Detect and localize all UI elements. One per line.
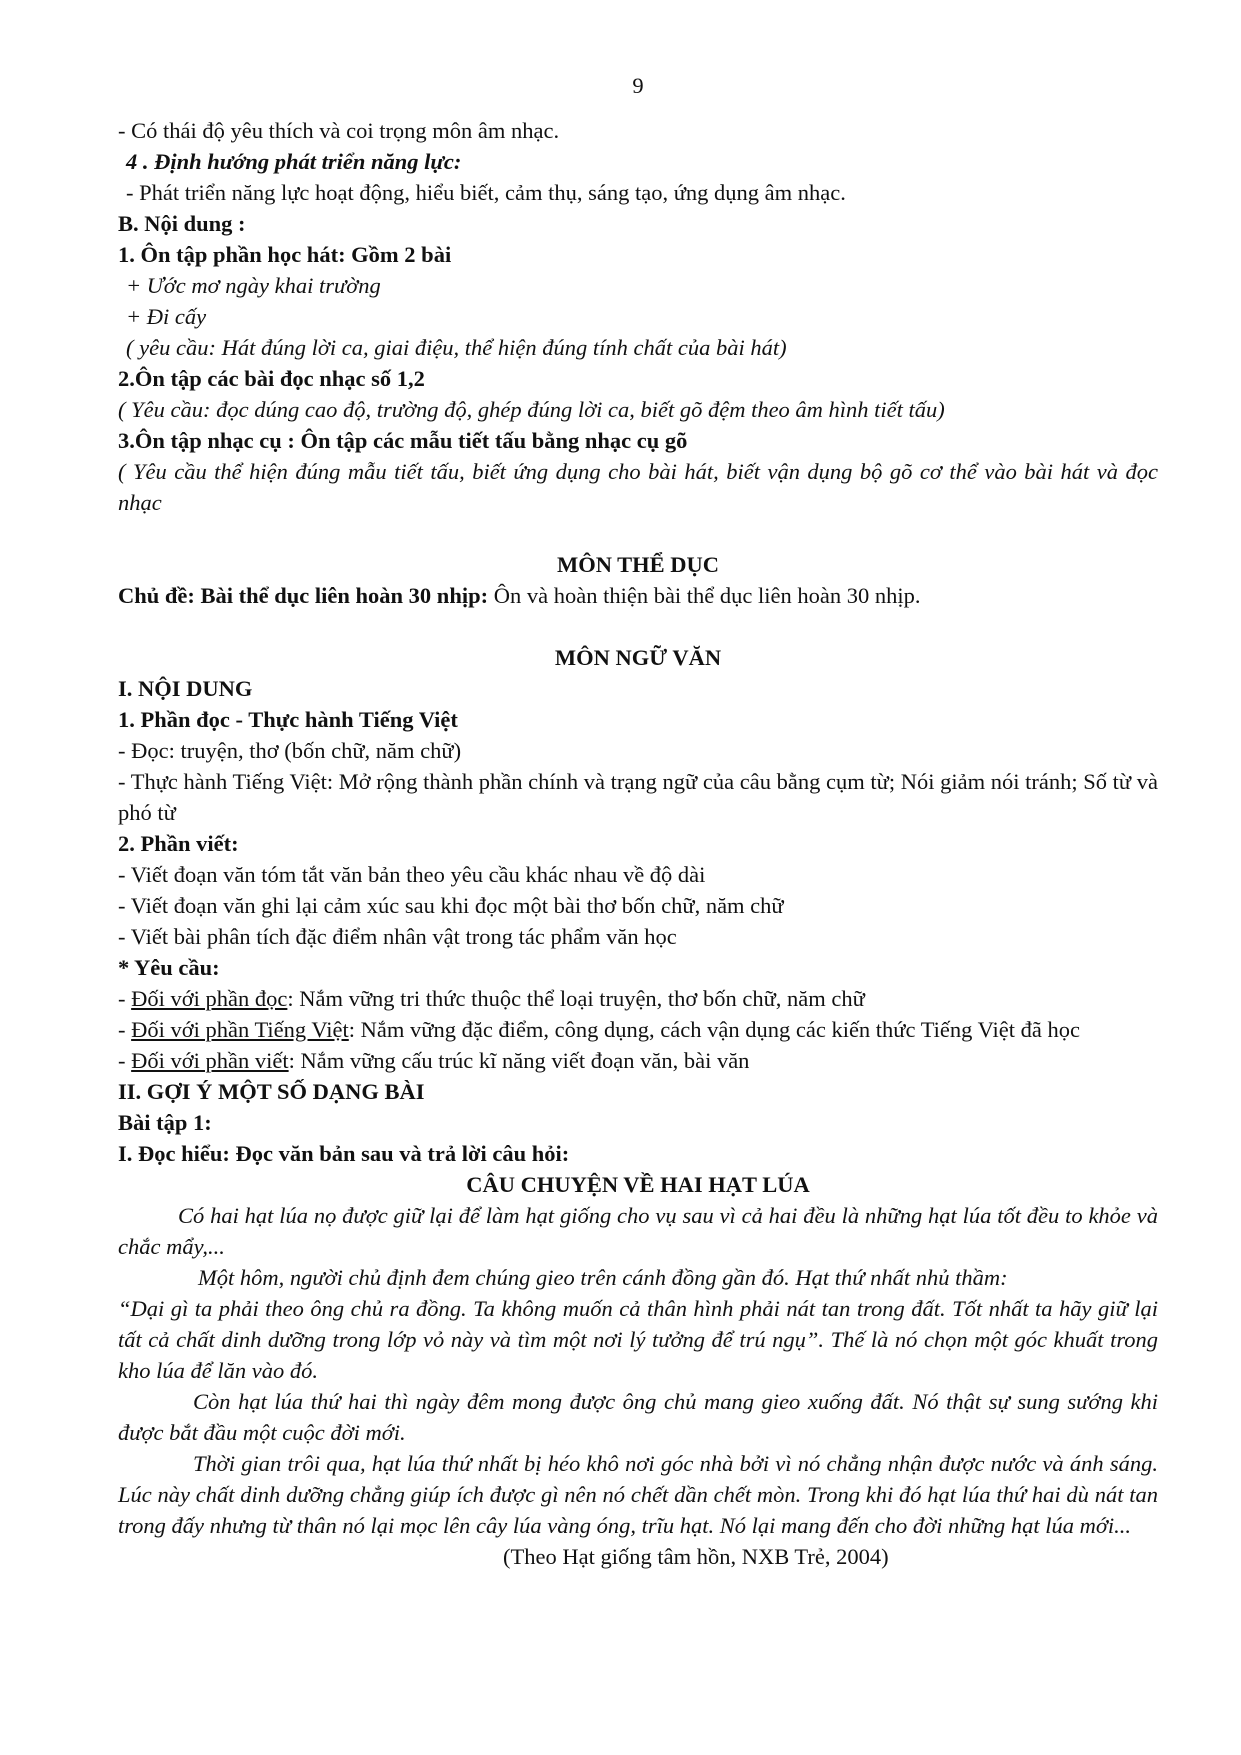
text-line: - Có thái độ yêu thích và coi trọng môn âm nhạc.	[118, 118, 560, 143]
subheading: 2.Ôn tập các bài đọc nhạc số 1,2	[118, 366, 425, 391]
story-paragraph: Còn hạt lúa thứ hai thì ngày đêm mong được ông chủ mang gieo xuống đất. Nó thật sự sung sướng khi được bắt đầu một cuộc đời mới.	[118, 1389, 1158, 1445]
requirement-note: ( yêu cầu: Hát đúng lời ca, giai điệu, thể hiện đúng tính chất của bài hát)	[126, 335, 787, 360]
topic-text: Ôn và hoàn thiện bài thể dục liên hoàn 30 nhịp.	[488, 583, 921, 608]
section-heading: II. GỢI Ý MỘT SỐ DẠNG BÀI	[118, 1079, 425, 1104]
requirement-label: Đối với phần đọc	[131, 986, 288, 1011]
text-line: - Đọc: truyện, thơ (bốn chữ, năm chữ)	[118, 738, 462, 763]
subheading: 1. Ôn tập phần học hát: Gồm 2 bài	[118, 242, 452, 267]
requirement-line	[118, 1045, 1158, 1076]
subheading: 3.Ôn tập nhạc cụ : Ôn tập các mẫu tiết tấu bằng nhạc cụ gõ	[118, 428, 688, 453]
requirement-text: : Nắm vững đặc điểm, công dụng, cách vận dụng các kiến thức Tiếng Việt đã học	[348, 1017, 1080, 1042]
requirement-note: ( Yêu cầu: đọc dúng cao độ, trường độ, ghép đúng lời ca, biết gõ đệm theo âm hình tiết tấu)	[118, 397, 945, 422]
topic-label: Chủ đề: Bài thể dục liên hoàn 30 nhịp:	[118, 583, 489, 608]
section-heading: B. Nội dung :	[118, 211, 246, 236]
subheading: 2. Phần viết:	[118, 831, 239, 856]
exercise-label: Bài tập 1:	[118, 1110, 212, 1135]
text-line: - Viết bài phân tích đặc điểm nhân vật trong tác phẩm văn học	[118, 924, 677, 949]
requirement-label: Đối với phần viết	[131, 1048, 289, 1073]
dash: -	[118, 1048, 132, 1073]
subheading: * Yêu cầu:	[118, 955, 220, 980]
page-number: 9	[632, 73, 644, 98]
section-title-ngu-van: MÔN NGỮ VĂN	[554, 645, 722, 670]
section-title-the-duc: MÔN THỂ DỤC	[556, 552, 720, 577]
story-paragraph: Một hôm, người chủ định đem chúng gieo trên cánh đồng gần đó. Hạt thứ nhất nhủ thầm:	[198, 1265, 1008, 1290]
song-item: + Đi cấy	[126, 304, 207, 329]
section-heading: I. NỘI DUNG	[118, 676, 253, 701]
dash: -	[118, 1017, 132, 1042]
text-line: - Phát triển năng lực hoạt động, hiểu biết, cảm thụ, sáng tạo, ứng dụng âm nhạc.	[126, 180, 846, 205]
text-line: - Thực hành Tiếng Việt: Mở rộng thành phần chính và trạng ngữ của câu bằng cụm từ; Nói giảm nói tránh; Số từ và phó từ	[118, 769, 1158, 825]
requirement-note: ( Yêu cầu thể hiện đúng mẫu tiết tấu, biết ứng dụng cho bài hát, biết vận dụng bộ gõ cơ thể vào bài hát và đọc nhạc	[118, 459, 1158, 515]
requirement-line	[118, 983, 1158, 1014]
exercise-instruction: I. Đọc hiểu: Đọc văn bản sau và trả lời câu hỏi:	[118, 1141, 570, 1166]
subheading: 1. Phần đọc - Thực hành Tiếng Việt	[118, 707, 458, 732]
dash: -	[118, 986, 132, 1011]
requirement-text: : Nắm vững cấu trúc kĩ năng viết đoạn văn, bài văn	[288, 1048, 750, 1073]
document-page	[118, 70, 1158, 1572]
story-paragraph: “Dại gì ta phải theo ông chủ ra đồng. Ta không muốn cả thân hình phải nát tan trong đất. Tốt nhất ta hãy giữ lại tất cả chất dinh dưỡng trong lớp vỏ này và tìm một nơi lý tưởng để trú ngụ”. Thế là nó chọn một góc khuất trong kho lúa để lăn vào đó.	[118, 1296, 1158, 1383]
requirement-line	[118, 1014, 1158, 1045]
subheading: 4 . Định hướng phát triển năng lực:	[126, 149, 462, 174]
story-title: CÂU CHUYỆN VỀ HAI HẠT LÚA	[466, 1172, 810, 1197]
requirement-text: : Nắm vững tri thức thuộc thể loại truyện, thơ bốn chữ, năm chữ	[287, 986, 865, 1011]
requirement-label: Đối với phần Tiếng Việt	[131, 1017, 349, 1042]
story-paragraph: Thời gian trôi qua, hạt lúa thứ nhất bị héo khô nơi góc nhà bởi vì nó chẳng nhận được nước và ánh sáng. Lúc này chất dinh dưỡng chẳng giúp ích được gì nên nó chết dần chết mòn. Trong khi đó hạt lúa thứ hai dù nát tan trong đấy nhưng từ thân nó lại mọc lên cây lúa vàng óng, trĩu hạt. Nó lại mang đến cho đời những hạt lúa mới...	[118, 1451, 1158, 1538]
song-item: + Ước mơ ngày khai trường	[126, 273, 381, 298]
topic-line	[118, 580, 1158, 611]
text-line: - Viết đoạn văn ghi lại cảm xúc sau khi đọc một bài thơ bốn chữ, năm chữ	[118, 893, 784, 918]
story-source: (Theo Hạt giống tâm hồn, NXB Trẻ, 2004)	[503, 1544, 889, 1569]
text-line: - Viết đoạn văn tóm tắt văn bản theo yêu cầu khác nhau về độ dài	[118, 862, 706, 887]
story-paragraph: Có hai hạt lúa nọ được giữ lại để làm hạt giống cho vụ sau vì cả hai đều là những hạt lúa tốt đều to khỏe và chắc mẩy,...	[118, 1203, 1158, 1259]
